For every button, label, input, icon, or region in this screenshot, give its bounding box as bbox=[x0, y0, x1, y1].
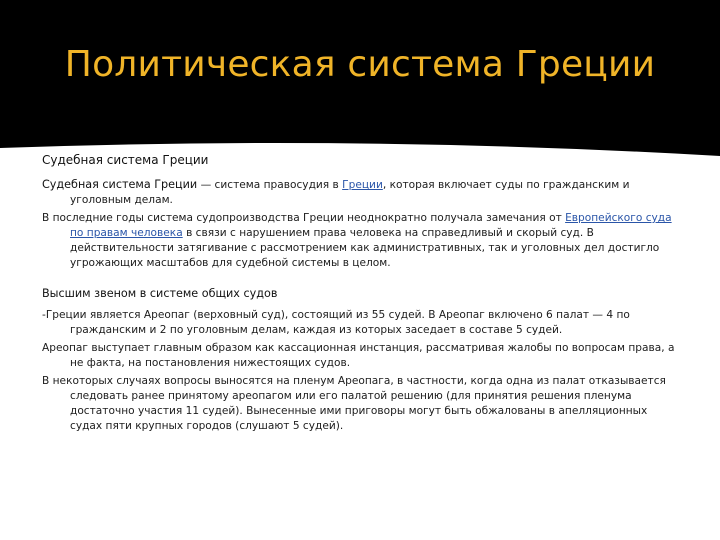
paragraph-cassation: Ареопаг выступает главным образом как кассационная инстанция, рассматривая жалобы по вопросам права, а не факта, на постановления нижестоящих судов. bbox=[42, 342, 675, 369]
subheading: Судебная система Греции bbox=[42, 153, 209, 167]
paragraph-text: в связи с нарушением права человека на справедливый и скорый суд. В действительности затягивание с рассмотрением как административных, так и уголовных дел достигло угрожающих масштабов для судебной системы в целом. bbox=[70, 227, 660, 269]
link-echr[interactable]: Европейского суда по правам человека bbox=[70, 212, 672, 239]
paragraph-echr bbox=[42, 211, 682, 271]
section-heading: Высшим звеном в системе общих судов bbox=[42, 287, 278, 300]
paragraph-plenum: В некоторых случаях вопросы выносятся на пленум Ареопага, в частности, когда одна из палат отказывается следовать ранее принятому ареопагом или его палатой решению (для принятия решения пленума достаточно участия 11 судей). Вынесенные ими приговоры могут быть обжалованы в апелляционных судах пяти крупных городов (слушают 5 судей). bbox=[42, 375, 666, 432]
link-greece[interactable]: Греции bbox=[342, 179, 383, 191]
paragraph-text: — система правосудия в bbox=[197, 179, 343, 191]
paragraph-areopagus: -Греции является Ареопаг (верховный суд), состоящий из 55 судей. В Ареопаг включено 6 палат — 4 по гражданским и 2 по уголовным делам, каждая из которых заседает в составе 5 судей. bbox=[42, 309, 630, 336]
paragraph-definition bbox=[42, 177, 682, 208]
paragraph-text: В последние годы система судопроизводства Греции неоднократно получала замечания от bbox=[42, 212, 566, 224]
paragraph-lead: Судебная система Греции bbox=[42, 178, 198, 191]
slide-content bbox=[42, 153, 682, 437]
slide-title: Политическая система Греции bbox=[64, 44, 656, 85]
paragraph-text: , которая включает суды по гражданским и уголовным делам. bbox=[70, 179, 630, 206]
